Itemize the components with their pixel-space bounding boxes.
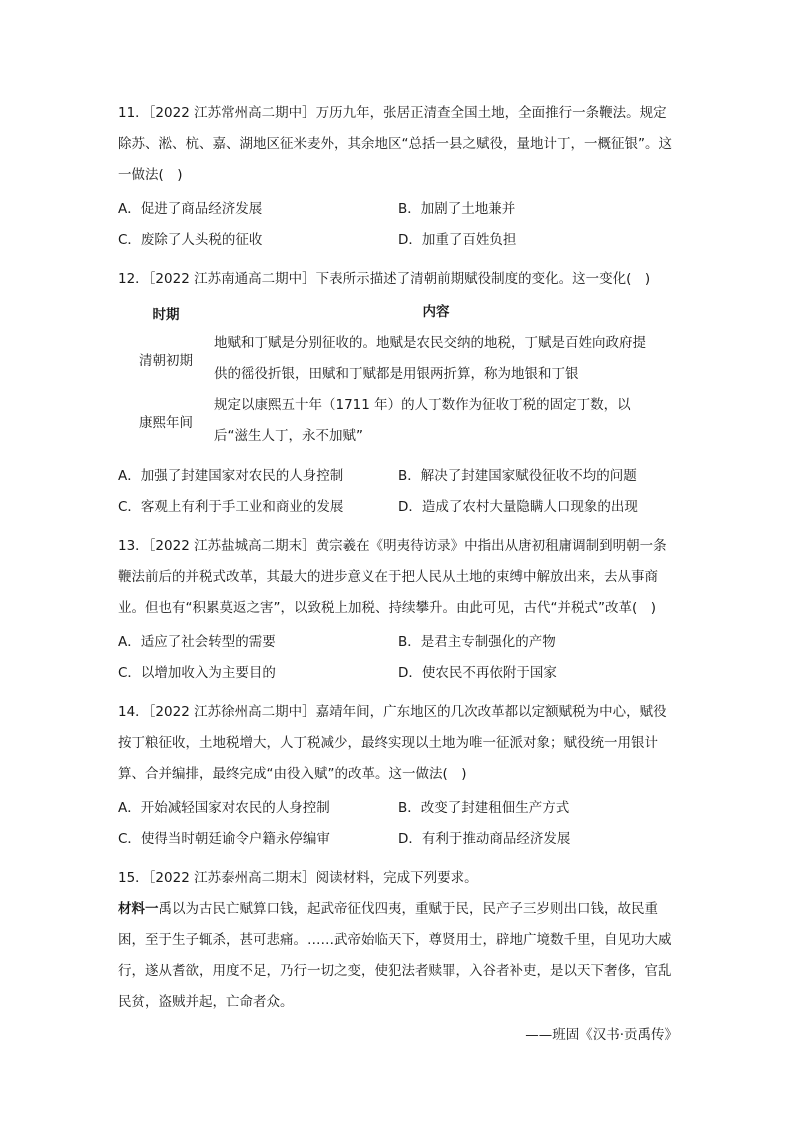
options-row (118, 191, 678, 222)
options-row (118, 821, 678, 852)
options-row (118, 655, 678, 686)
option-b[interactable]: B．是君主专制强化的产物 (398, 633, 556, 650)
option-c[interactable]: C．废除了人头税的征收 (118, 231, 263, 248)
question-14 (118, 697, 678, 852)
question-13-text: 13．［2022 江苏盐城高二期末］黄宗羲在《明夷待访录》中指出从唐初租庸调制到明朝一条鞭法前后的并税式改革，其最大的进步意义在于把人民从土地的束缚中解放出来，去从事商业。但也有“积累莫返之害”，以致税上加税、持续攀升。由此可见，古代“并税式”改革( ) (118, 538, 667, 616)
option-c[interactable]: C．使得当时朝廷谕令户籍永停编审 (118, 830, 330, 847)
options-row (118, 624, 678, 655)
question-13 (118, 531, 678, 686)
reform-table (118, 297, 658, 452)
option-b[interactable]: B．解决了封建国家赋役征收不均的问题 (398, 467, 637, 484)
option-c[interactable]: C．客观上有利于手工业和商业的发展 (118, 498, 344, 515)
option-b[interactable]: B．加剧了土地兼并 (398, 200, 516, 217)
option-c[interactable]: C．以增加收入为主要目的 (118, 664, 276, 681)
question-14-text: 14．［2022 江苏徐州高二期中］嘉靖年间，广东地区的几次改革都以定额赋税为中心，赋役按丁粮征收，土地税增大，人丁税减少，最终实现以土地为唯一征派对象；赋役统一用银计算、合并编排，最终完成“由役入赋”的改革。这一做法( ) (118, 704, 667, 782)
option-a[interactable]: A．加强了封建国家对农民的人身控制 (118, 467, 344, 484)
material-citation: ——班固《汉书·贡禹传》 (525, 1027, 678, 1043)
document-body (118, 98, 678, 1062)
table-header-content: 内容 (422, 304, 450, 320)
option-a[interactable]: A．促进了商品经济发展 (118, 200, 263, 217)
table-cell-period: 清朝初期 (139, 353, 193, 369)
question-11 (118, 98, 678, 253)
options-row (118, 458, 678, 489)
table-header-row (118, 297, 658, 328)
question-15-text: 15．［2022 江苏泰州高二期末］阅读材料，完成下列要求。 (118, 870, 478, 886)
table-row (118, 328, 658, 390)
table-cell-content: 地赋和丁赋是分别征收的。地赋是农民交纳的地税，丁赋是百姓向政府提供的徭役折银，田赋和丁赋都是用银两折算，称为地银和丁银 (214, 335, 646, 382)
table-cell-period: 康熙年间 (139, 415, 193, 431)
option-d[interactable]: D．有利于推动商品经济发展 (398, 830, 571, 847)
option-b[interactable]: B．改变了封建租佃生产方式 (398, 799, 570, 816)
options-row (118, 489, 678, 520)
question-12-text: 12．［2022 江苏南通高二期中］下表所示描述了清朝前期赋役制度的变化。这一变化( ) (118, 271, 651, 287)
material-text: 禹以为古民亡赋算口钱，起武帝征伐四夷，重赋于民，民产子三岁则出口钱，故民重困，至于生子辄杀，甚可悲痛。……武帝始临天下，尊贤用士，辟地广境数千里，自见功大威行，遂从耆欲，用度不足，乃行一切之变，使犯法者赎罪，入谷者补吏，是以天下奢侈，官乱民贫，盗贼并起，亡命者众。 (118, 901, 672, 1010)
options-row (118, 790, 678, 821)
material-label: 材料一 (118, 901, 159, 917)
option-d[interactable]: D．使农民不再依附于国家 (398, 664, 557, 681)
option-a[interactable]: A．适应了社会转型的需要 (118, 633, 276, 650)
question-12 (118, 264, 678, 520)
option-d[interactable]: D．加重了百姓负担 (398, 231, 517, 248)
option-d[interactable]: D．造成了农村大量隐瞒人口现象的出现 (398, 498, 638, 515)
option-a[interactable]: A．开始减轻国家对农民的人身控制 (118, 799, 330, 816)
table-cell-content: 规定以康熙五十年（1711 年）的人丁数作为征收丁税的固定丁数，以后“滋生人丁，永不加赋” (214, 397, 631, 444)
table-header-period: 时期 (152, 306, 180, 323)
options-row (118, 222, 678, 253)
table-row (118, 390, 658, 452)
question-15 (118, 863, 678, 1051)
material-paragraph (118, 894, 678, 1018)
question-11-text: 11．［2022 江苏常州高二期中］万历九年，张居正清查全国土地，全面推行一条鞭法。规定除苏、淞、杭、嘉、湖地区征米麦外，其余地区“总括一县之赋役，量地计丁，一概征银”。这一做法( ) (118, 105, 672, 183)
